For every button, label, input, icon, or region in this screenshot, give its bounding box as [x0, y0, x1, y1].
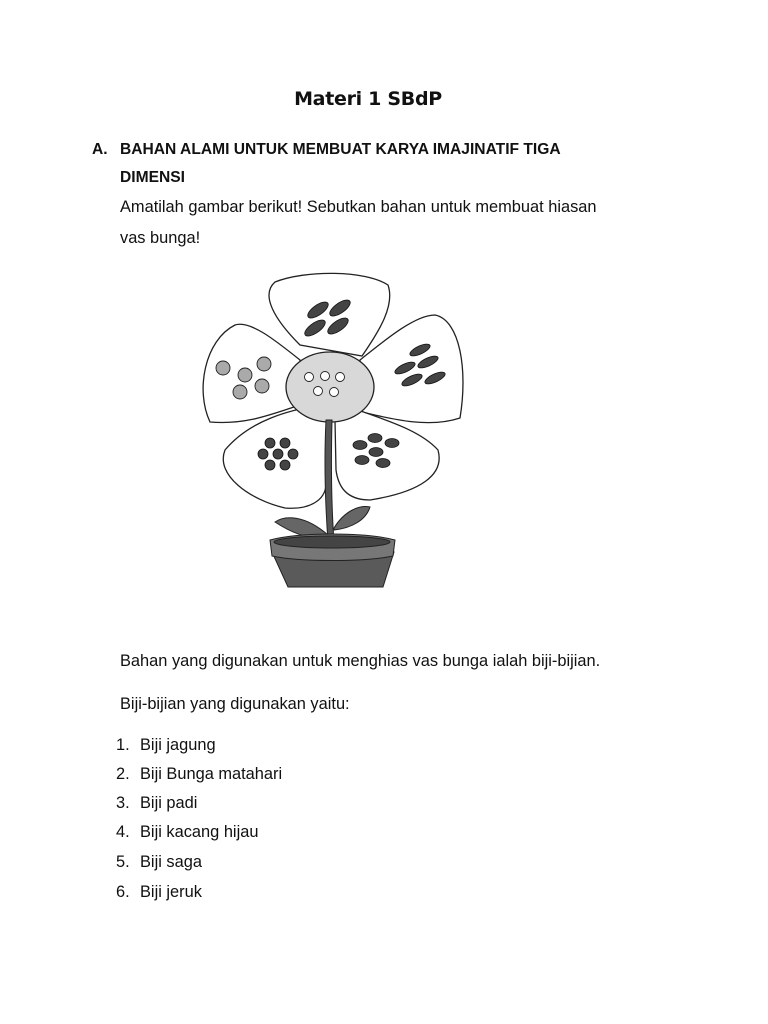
list-item: Biji jagung [140, 736, 216, 754]
petal-top [269, 273, 390, 356]
list-item-num: 5. [116, 853, 130, 871]
list-item-num: 3. [116, 794, 130, 812]
list-item: Biji kacang hijau [140, 823, 259, 841]
list-item-num: 2. [116, 765, 130, 783]
section-heading-line1: BAHAN ALAMI UNTUK MEMBUAT KARYA IMAJINATIF TIGA [120, 141, 561, 158]
flower-center [286, 352, 374, 422]
petal-bottom-right [335, 410, 439, 500]
flower-vase-illustration [190, 260, 490, 620]
list-item: Biji Bunga matahari [140, 765, 283, 783]
section-marker: A. [92, 141, 108, 158]
list-item: Biji jeruk [140, 883, 202, 901]
leaf-right [334, 507, 370, 530]
section-heading-line2: DIMENSI [120, 169, 185, 186]
list-item-num: 1. [116, 736, 130, 754]
list-item: Biji saga [140, 853, 202, 871]
answer-text: Bahan yang digunakan untuk menghias vas bunga ialah biji-bijian. [120, 652, 601, 670]
list-item-num: 4. [116, 823, 130, 841]
instruction-line2: vas bunga! [120, 229, 201, 247]
list-intro: Biji-bijian yang digunakan yaitu: [120, 695, 350, 713]
instruction-line1: Amatilah gambar berikut! Sebutkan bahan untuk membuat hiasan [120, 198, 597, 216]
stem [325, 420, 334, 542]
list-item: Biji padi [140, 794, 198, 812]
page-title: Materi 1 SBdP [294, 88, 442, 110]
list-item-num: 6. [116, 883, 130, 901]
